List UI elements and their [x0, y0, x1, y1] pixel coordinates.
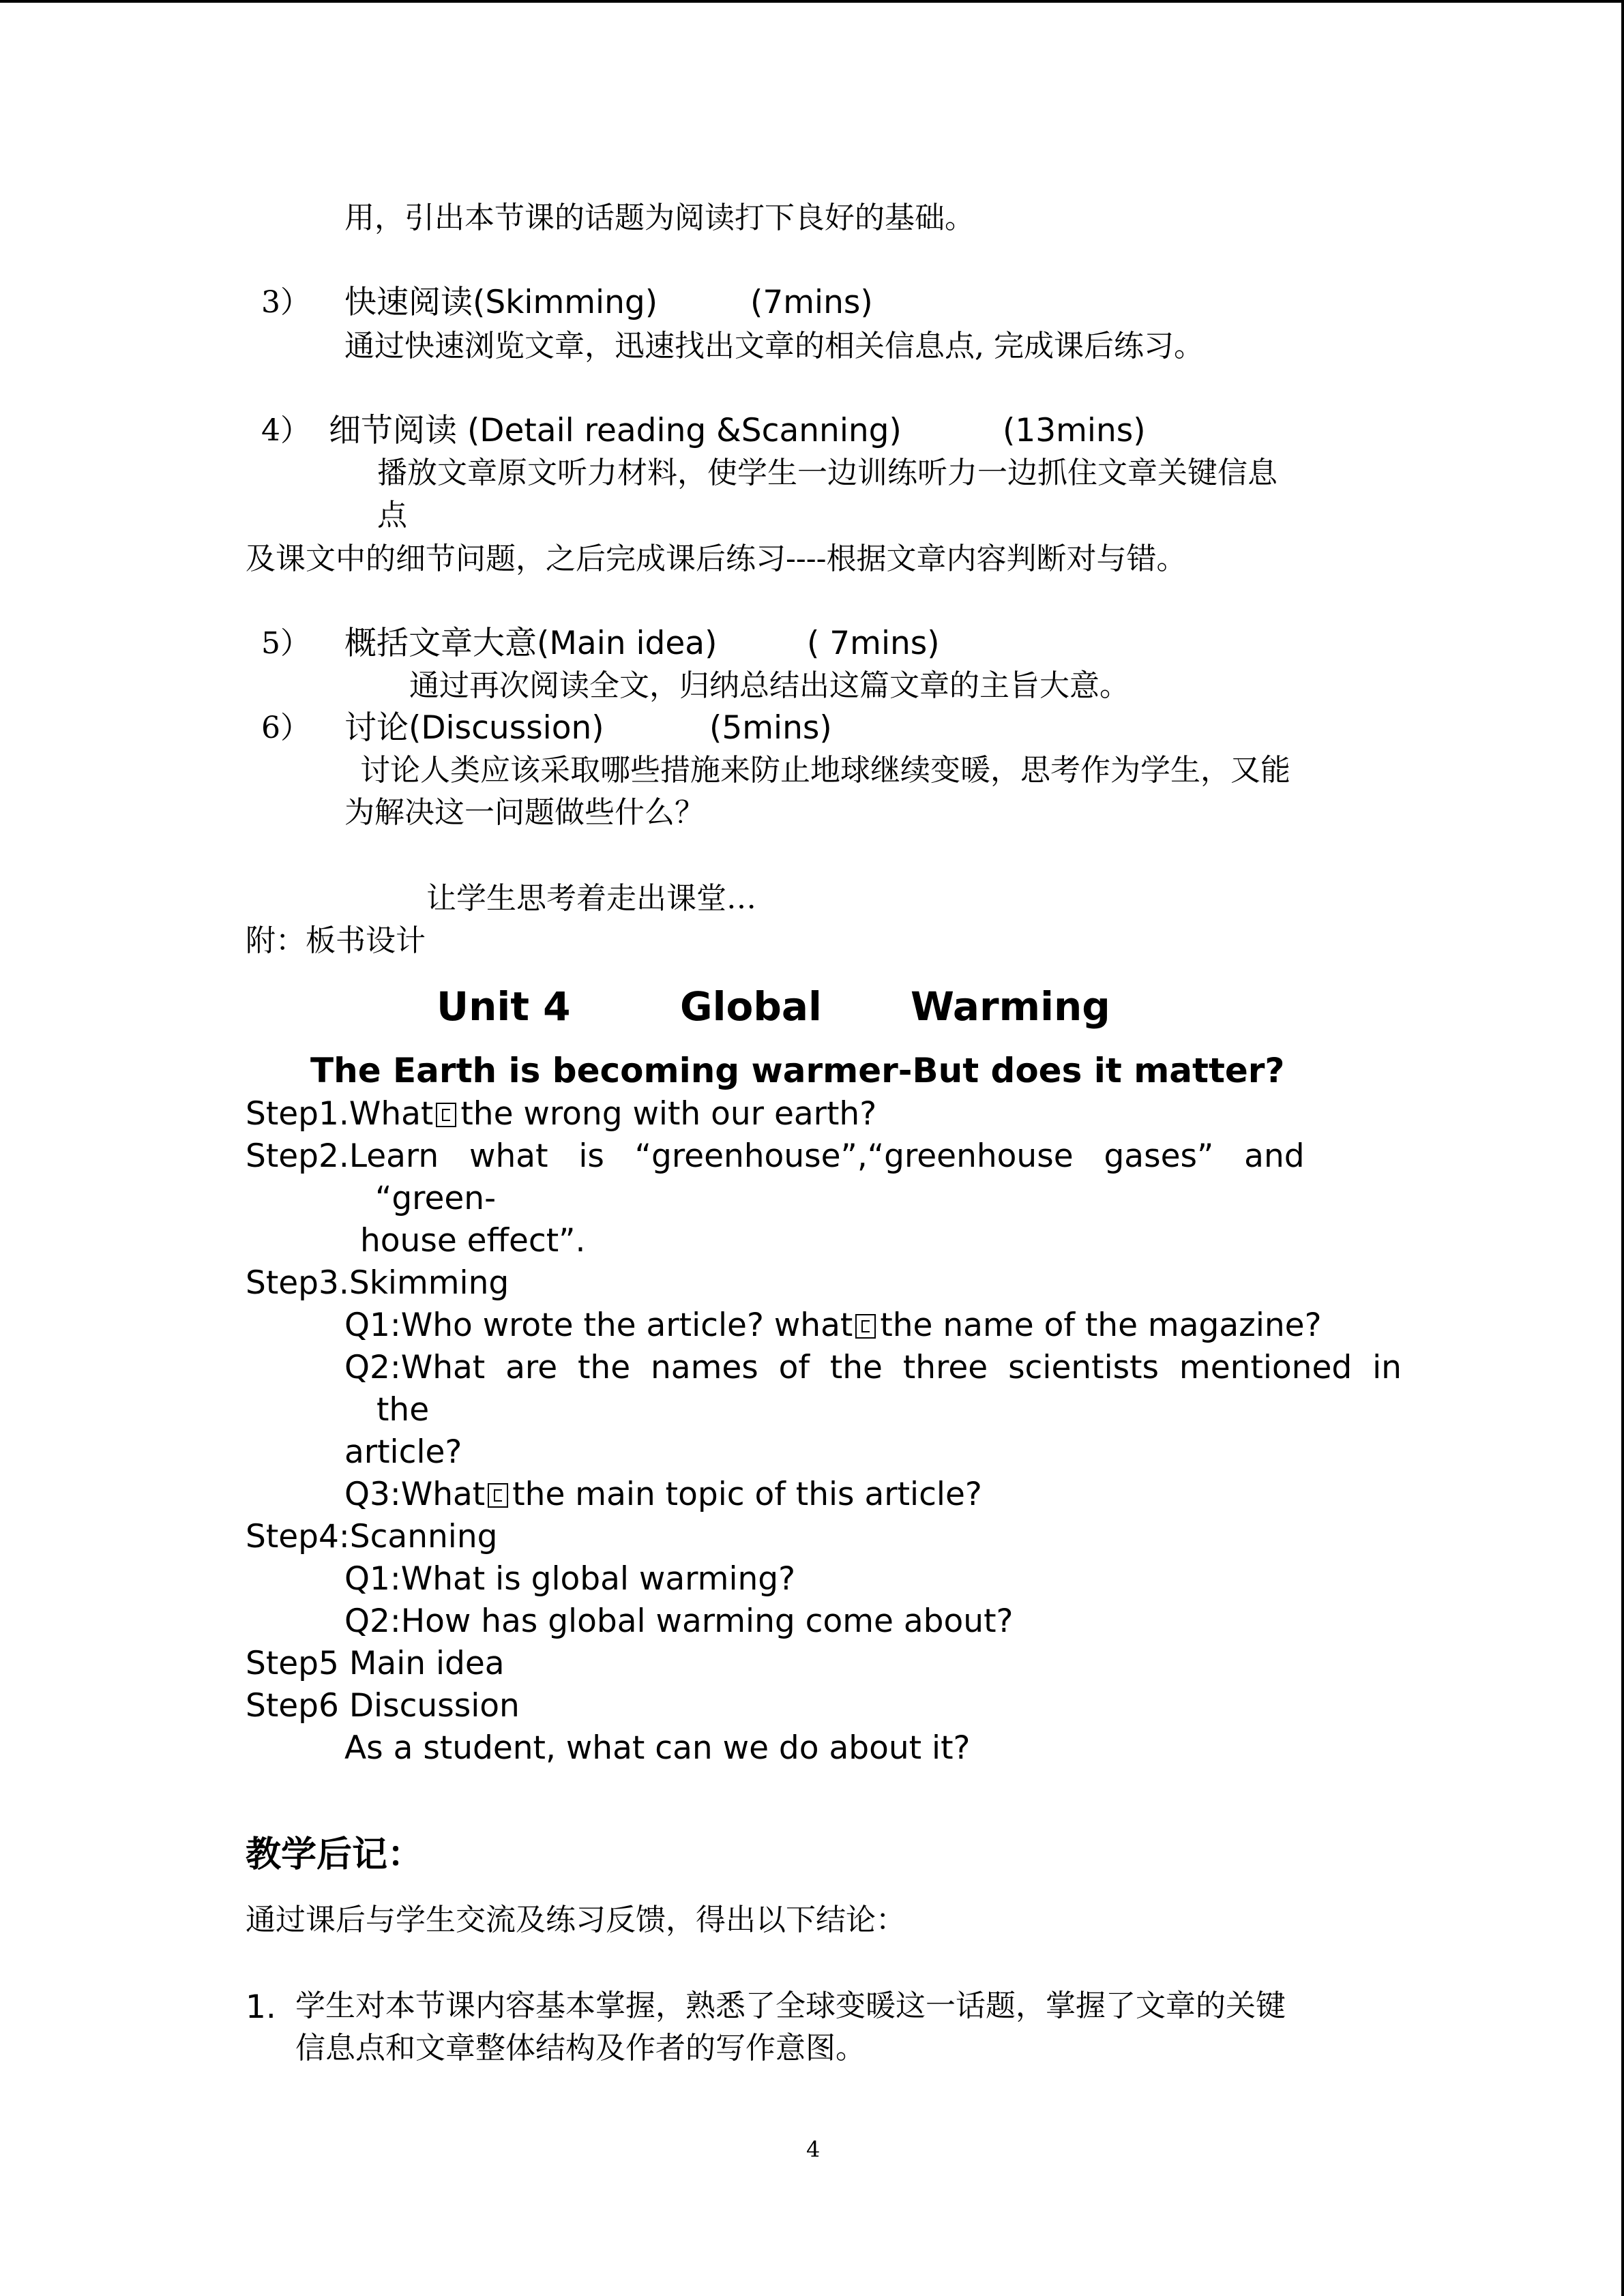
board-question: Q2:How has global warming come about? — [344, 1602, 1014, 1640]
board-title-global: Global — [680, 983, 822, 1030]
notes-item-text: 学生对本节课内容基本掌握，熟悉了全球变暖这一话题，掌握了文章的关键 — [295, 1988, 1286, 2023]
text-line: 播放文章原文听力材料，使学生一边训练听力一边抓住文章关键信息 — [377, 456, 1278, 490]
text-line: 通过快速浏览文章，迅速找出文章的相关信息点, 完成课后练习。 — [344, 329, 1204, 363]
step-duration: ( 7mins) — [807, 625, 940, 662]
board-step-4: Step4:Scanning — [246, 1518, 498, 1555]
page-border-right — [1621, 0, 1624, 2296]
notes-item-number: 1. — [246, 1988, 276, 2026]
step-duration: (7mins) — [750, 284, 873, 321]
step-number: 6） — [261, 711, 310, 745]
page-border-top — [0, 0, 1624, 3]
board-step-1: Step1.What the wrong with our earth? — [246, 1095, 877, 1133]
step-duration: (5mins) — [709, 709, 832, 747]
step-number: 4） — [261, 413, 310, 448]
text-line: 通过再次阅读全文，归纳总结出这篇文章的主旨大意。 — [409, 668, 1130, 703]
board-title-warming: Warming — [911, 983, 1110, 1030]
board-step-2: Step2.Learn what is “greenhouse”,“greenhouse gases” and — [246, 1137, 1305, 1175]
step-duration: (13mins) — [1003, 412, 1146, 449]
notes-item-text: 信息点和文章整体结构及作者的写作意图。 — [295, 2031, 866, 2066]
missing-glyph-icon — [855, 1314, 876, 1339]
board-question: Q1:Who wrote the article? what the name of the magazine? — [344, 1307, 1322, 1344]
board-step-3: Step3.Skimming — [246, 1264, 510, 1302]
board-question: Q1:What is global warming? — [344, 1560, 796, 1598]
step-heading: 讨论(Discussion) — [344, 709, 604, 747]
text-line: 讨论人类应该采取哪些措施来防止地球继续变暖，思考作为学生，又能 — [360, 753, 1290, 788]
notes-title: 教学后记： — [246, 1834, 424, 1875]
text-line: 附：板书设计 — [246, 923, 426, 958]
text-line: 点 — [377, 498, 407, 533]
board-title-unit: Unit 4 — [437, 983, 571, 1030]
text-line: 让学生思考着走出课堂… — [426, 881, 756, 916]
board-step-2-cont: house effect”. — [360, 1222, 586, 1259]
step-heading: 概括文章大意(Main idea) — [344, 625, 718, 662]
board-question-cont: article? — [344, 1433, 462, 1471]
step-heading: 快速阅读(Skimming) — [344, 284, 658, 321]
board-question: As a student, what can we do about it? — [344, 1729, 971, 1767]
board-step-5: Step5 Main idea — [246, 1645, 505, 1682]
board-question: Q2:What are the names of the three scientists mentioned in — [344, 1349, 1402, 1386]
board-question: Q3:What the main topic of this article? — [344, 1476, 982, 1513]
text-line: 为解决这一问题做些什么？ — [344, 795, 705, 830]
board-subtitle: The Earth is becoming warmer-But does it matter? — [310, 1051, 1285, 1090]
step-number: 5） — [261, 626, 310, 661]
board-step-2-cont: “green- — [375, 1180, 497, 1217]
board-step-6: Step6 Discussion — [246, 1687, 520, 1725]
board-question-cont: the — [377, 1391, 430, 1429]
text-line: 用，引出本节课的话题为阅读打下良好的基础。 — [344, 200, 975, 235]
text-line: 及课文中的细节问题，之后完成课后练习----根据文章内容判断对与错。 — [246, 541, 1187, 576]
page-number: 4 — [806, 2136, 821, 2162]
missing-glyph-icon — [436, 1103, 456, 1127]
notes-intro: 通过课后与学生交流及练习反馈，得出以下结论： — [246, 1903, 906, 1937]
step-number: 3） — [261, 285, 310, 320]
missing-glyph-icon — [488, 1483, 508, 1508]
step-heading: 细节阅读 (Detail reading &Scanning) — [329, 412, 902, 449]
